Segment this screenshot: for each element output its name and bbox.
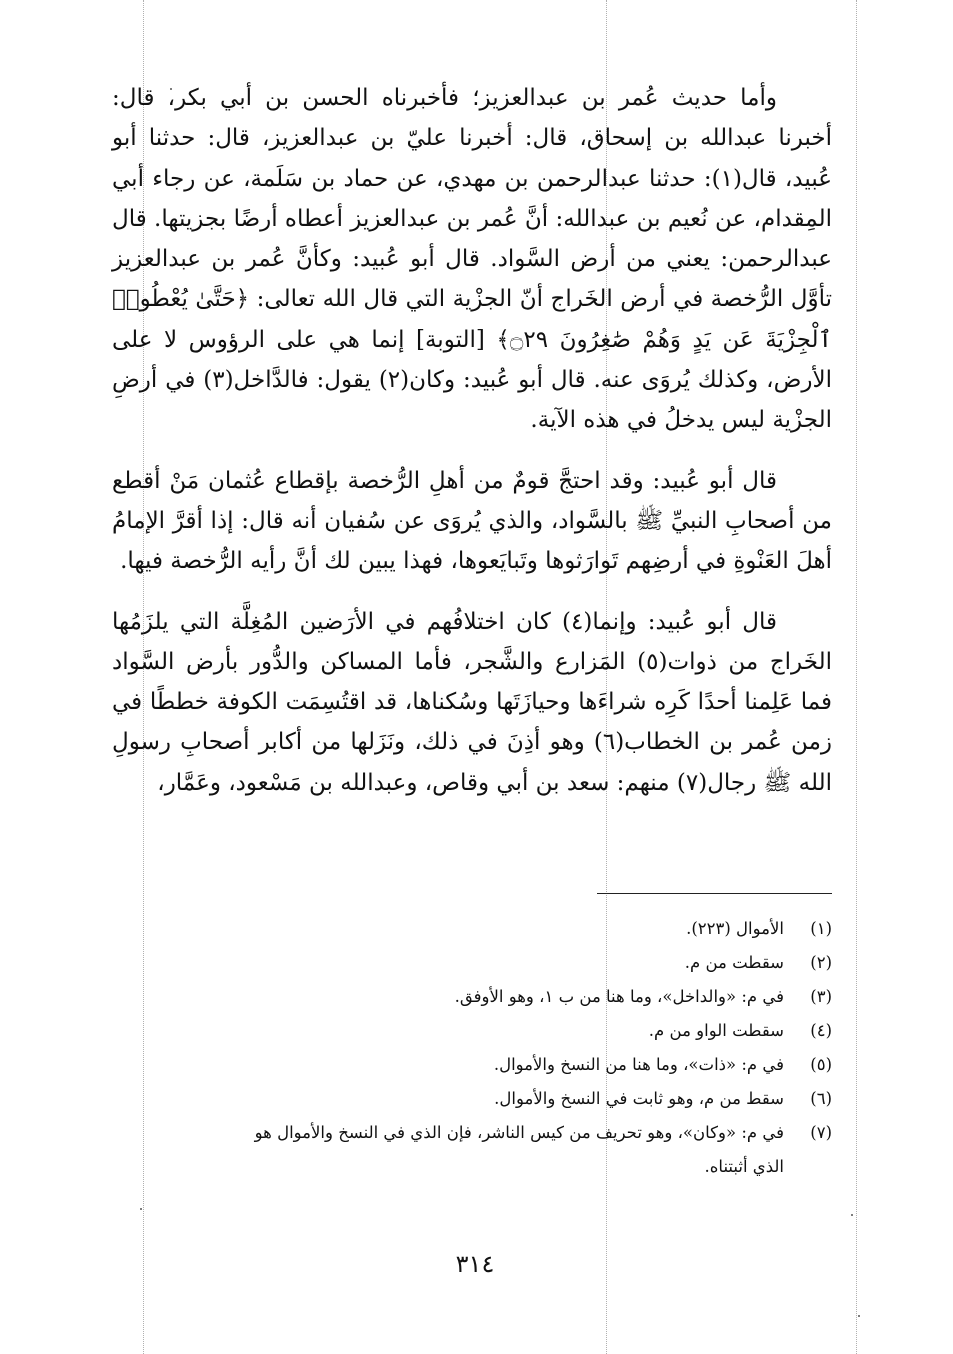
footnote-separator — [597, 893, 832, 894]
scan-speck — [140, 1208, 142, 1210]
page-number: ٣١٤ — [455, 1250, 495, 1278]
footnote — [112, 980, 832, 1014]
paragraph: وأما حديث عُمر بن عبدالعزيز؛ فأخبرناه الحسن بن أبي بكر، قال: أخبرنا عبدالله بن إسحاق، قال: أخبرنا عليّ بن عبدالعزيز، قال: حدثنا أبو عُبيد، قال(١): حدثنا عبدالرحمن بن مهدي، عن حماد بن سَلَمة، عن رجاء أبي المِقدام، عن نُعيم بن عبدالله: أنَّ عُمر بن عبدالعزيز أعطاه أرضًا بجزيتها. قال عبدالرحمن: يعني من أرض السَّواد. قال أبو عُبيد: وكأنَّ عُمر بن عبدالعزيز تأوَّل الرُّخصة في أرض الخَراج أنّ الجزْية التي قال الله تعالى: ﴿حَتَّىٰ يُعْطُوا۟ ٱلْجِزْيَةَ عَن يَدٍ وَهُمْ صَٰغِرُونَ ۝٢٩﴾ [التوبة] إنما هي على الرؤوس لا على الأرض، وكذلك يُروَى عنه. قال أبو عُبيد: وكان(٢) يقول: فالدَّاخل(٣) في أرضِ الجزْية ليس يدخلُ في هذه الآية. — [112, 85, 832, 434]
footnote-number: (٣) — [810, 987, 832, 1006]
footnote-number: (٦) — [810, 1089, 832, 1108]
main-text — [112, 78, 832, 803]
footnote — [112, 1116, 832, 1150]
scan-speck — [858, 1315, 860, 1317]
footnote-text: في م: «ذات»، وما هنا من النسخ والأموال. — [493, 1055, 784, 1074]
footnote-continuation: الذي أثبتناه. — [704, 1157, 784, 1176]
scan-guide-line — [856, 0, 857, 1354]
footnote-number: (٥) — [810, 1055, 832, 1074]
footnotes — [112, 912, 832, 1184]
footnote-number: (١) — [810, 919, 832, 938]
footnote-number: (٧) — [810, 1123, 832, 1142]
scan-speck — [851, 1214, 853, 1216]
footnote-text: سقطت من م. — [684, 953, 784, 972]
footnote-text: في م: «والداخل»، وما هنا من ب ١، وهو الأوفق. — [454, 987, 784, 1006]
footnote-number: (٢) — [810, 953, 832, 972]
footnote-text: في م: «وكان»، وهو تحريف من كيس الناشر، فإن الذي في النسخ والأموال هو — [254, 1123, 784, 1142]
paragraph: قال أبو عُبيد: وإنما(٤) كان اختلافُهم في الأرَضين المُغِلَّة التي يلزَمُها الخَراج من ذوات(٥) المَزارع والشَّجر، فأما المساكن والدُّور بأرض السَّواد فما عَلِمنا أحدًا كَرِه شراءَها وحيازَتَها وسُكناها، قد اقتُسِمَت الكوفة خططًا في زمن عُمر بن الخطاب(٦) وهو أذِنَ في ذلك، ونَزَلها من أكابر أصحابِ رسولِ الله ﷺ رجال(٧) منهم: سعد بن أبي وقاص، وعبدالله بن مَسْعود، وعَمَّار، — [112, 608, 832, 796]
footnote-text: الأموال (٢٢٣). — [686, 919, 784, 938]
footnote — [112, 1082, 832, 1116]
footnote-text: سقط من م، وهو ثابت في النسخ والأموال. — [494, 1089, 784, 1108]
paragraph: قال أبو عُبيد: وقد احتجَّ قومٌ من أهلِ الرُّخصة بإقطاع عُثمان مَنْ أقطع من أصحابِ النبيِّ ﷺ بالسَّواد، والذي يُروَى عن سُفيان أنه قال: إذا أقرَّ الإمامُ أهلَ العَنْوةِ في أرضِهم تَوارَثوها وتَبايَعوها، فهذا يبين لك أنَّ رأيه الرُّخصة فيها. — [112, 467, 832, 575]
footnote — [112, 912, 832, 946]
footnote — [112, 1014, 832, 1048]
footnote-text: سقطت الواو من م. — [648, 1021, 784, 1040]
footnote — [112, 946, 832, 980]
footnote — [112, 1048, 832, 1082]
footnote-number: (٤) — [810, 1021, 832, 1040]
